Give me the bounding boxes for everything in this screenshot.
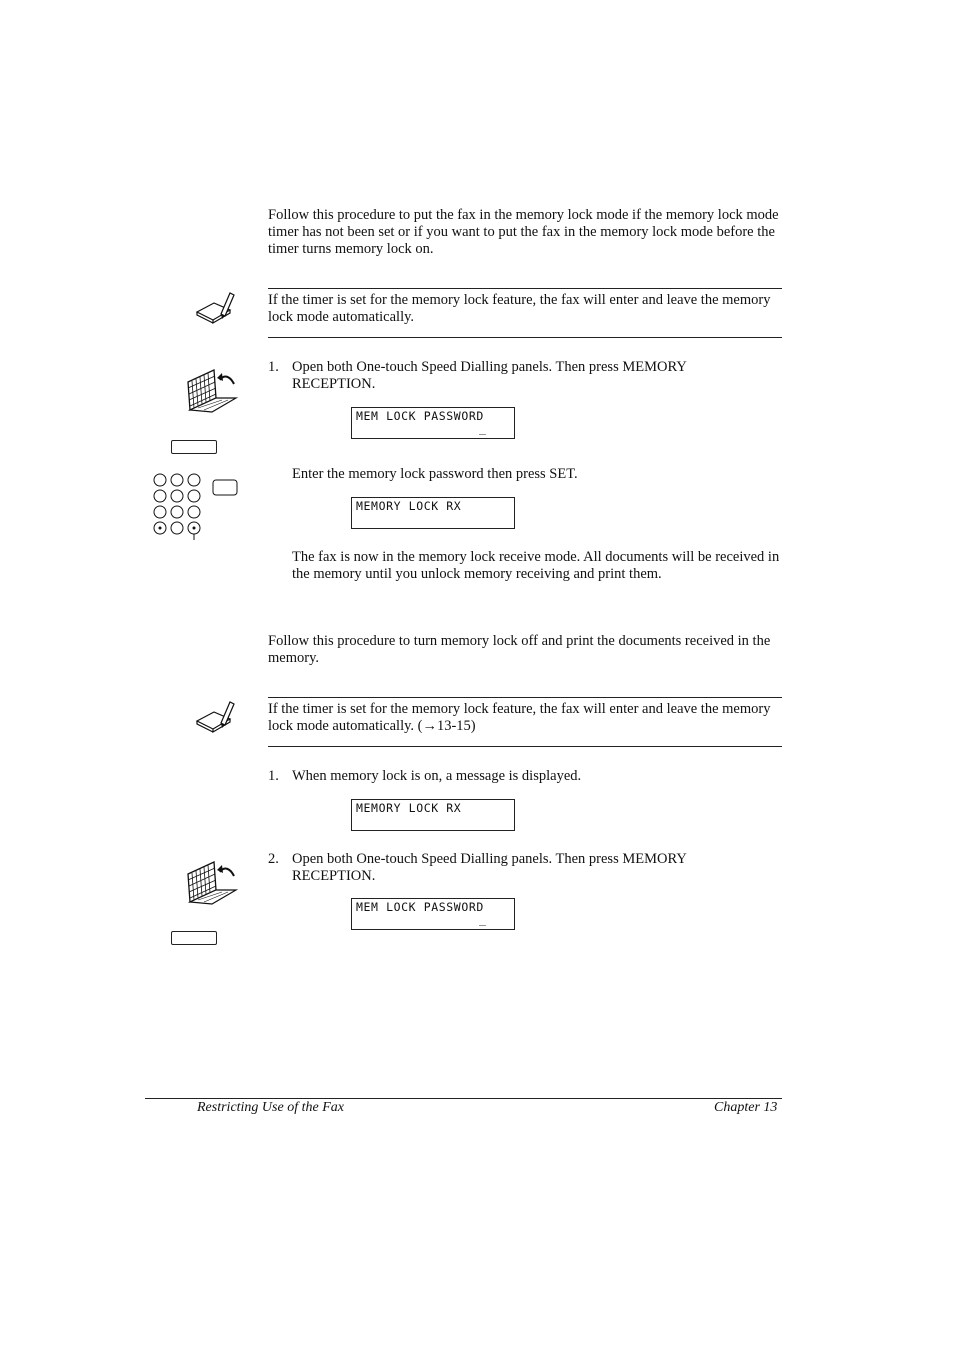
lcd-cursor-2: _ [479,912,486,926]
lcd-cursor: _ [479,421,486,435]
mode-description-text: The fax is now in the memory lock receive mode. All documents will be received in the memory until you unlock memory receiving and print them. [292,549,780,582]
open-panel-hand-icon-2 [184,856,240,906]
off-step-2-number: 2. [268,851,279,867]
note-pencil-icon [194,290,238,328]
note-2-bottom-rule [268,746,782,747]
note-top-rule [268,288,782,289]
lcd-display-memory-lock-rx-2: MEMORY LOCK RX [351,799,515,831]
lcd-display-password: MEM LOCK PASSWORD _ [351,407,515,439]
note-2-text: If the timer is set for the memory lock feature, the fax will enter and leave the memory lock mode automatically. (→13-15) [268,701,771,734]
footer-chapter: Chapter 13 [714,1100,778,1115]
lcd-display-password-2: MEM LOCK PASSWORD _ [351,898,515,930]
note-bottom-rule [268,337,782,338]
memory-reception-button-icon-2 [171,931,217,945]
footer-rule [145,1098,782,1099]
numeric-keypad-icon [148,470,240,542]
step-1-number: 1. [268,359,279,375]
open-panel-hand-icon [184,364,240,414]
step-1-text: Open both One-touch Speed Dialling panels. Then press MEMORY RECEPTION. [292,359,687,392]
note-pencil-icon-2 [194,699,238,737]
lcd-display-memory-lock-rx: MEMORY LOCK RX [351,497,515,529]
memory-reception-button-icon [171,440,217,454]
off-step-1-number: 1. [268,768,279,784]
enter-password-text: Enter the memory lock password then press SET. [292,466,578,482]
off-step-2-text: Open both One-touch Speed Dialling panels. Then press MEMORY RECEPTION. [292,851,687,884]
intro-on-paragraph: Follow this procedure to put the fax in the memory lock mode if the memory lock mode timer has not been set or if you want to put the fax in the memory lock mode before the timer turns memory lock on. [268,207,779,257]
intro-off-paragraph: Follow this procedure to turn memory lock off and print the documents received in the memory. [268,633,771,666]
note-2-top-rule [268,697,782,698]
note-1-text: If the timer is set for the memory lock feature, the fax will enter and leave the memory lock mode automatically. [268,292,771,325]
off-step-1-text: When memory lock is on, a message is displayed. [292,768,582,784]
footer-title: Restricting Use of the Fax [197,1100,344,1115]
